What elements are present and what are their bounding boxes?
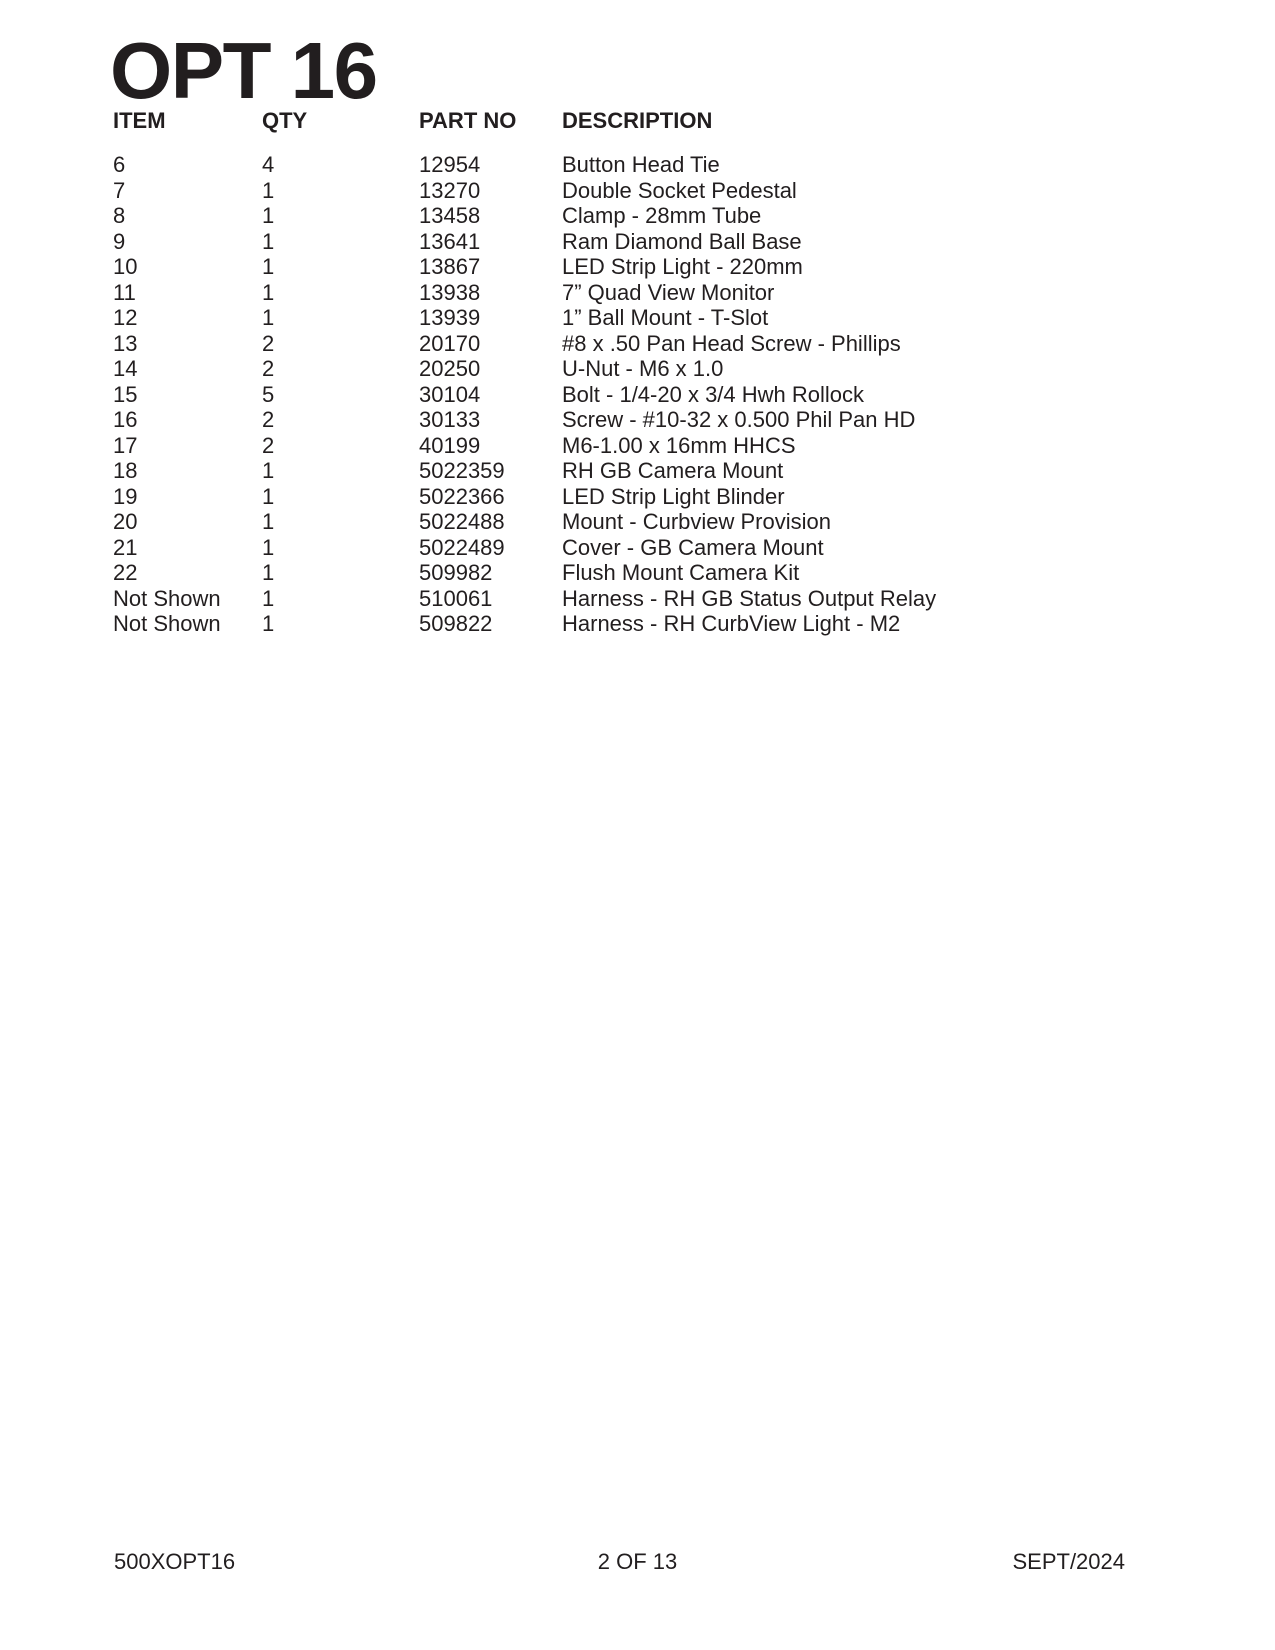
cell-part-no: 509982 [419,560,493,585]
table-row [0,356,1275,382]
cell-part-no: 13938 [419,279,481,305]
table-row [0,152,1275,178]
table-row [0,203,1275,229]
cell-part-no: 30104 [419,381,481,407]
cell-part-no: 509822 [419,611,493,636]
cell-description: Bolt - 1/4-20 x 3/4 Hwh Rollock [562,381,865,407]
cell-description: LED Strip Light Blinder [562,483,785,509]
cell-description: #8 x .50 Pan Head Screw - Phillips [562,330,901,356]
table-row [0,382,1275,408]
cell-part-no: 5022489 [419,534,505,560]
cell-part-no: 20170 [419,330,481,356]
cell-item: 19 [113,483,138,509]
cell-qty: 1 [262,560,275,585]
table-row [0,484,1275,510]
cell-item: 18 [113,458,138,483]
table-header-row [0,110,1275,136]
cell-description: 1” Ball Mount - T-Slot [562,305,769,330]
cell-description: Button Head Tie [562,152,720,177]
cell-qty: 1 [262,254,275,279]
table-row [0,560,1275,586]
table-row [0,229,1275,255]
cell-description: LED Strip Light - 220mm [562,254,803,279]
column-header-description: DESCRIPTION [562,108,713,133]
cell-item: 13 [113,330,138,356]
table-body [0,152,1275,637]
cell-part-no: 5022366 [419,483,505,509]
cell-part-no: 30133 [419,407,481,432]
cell-part-no: 12954 [419,152,481,177]
cell-qty: 1 [262,534,275,560]
cell-part-no: 510061 [419,585,493,611]
cell-description: Cover - GB Camera Mount [562,534,824,560]
column-header-part-no: PART NO [419,108,517,133]
footer-page-number: 2 OF 13 [597,1549,678,1574]
cell-part-no: 13458 [419,203,481,228]
cell-item: 21 [113,534,138,560]
table-row [0,407,1275,433]
table-row [0,280,1275,306]
cell-item: 14 [113,356,138,381]
cell-qty: 2 [262,330,275,356]
cell-qty: 1 [262,228,275,254]
cell-qty: 1 [262,279,275,305]
column-header-qty: QTY [262,108,308,133]
cell-item: 9 [113,228,126,254]
cell-item: 11 [113,279,136,305]
cell-item: 22 [113,560,138,585]
cell-part-no: 13867 [419,254,481,279]
cell-description: Double Socket Pedestal [562,177,797,203]
page-footer [0,1551,1275,1577]
page-title: OPT 16 [110,26,377,115]
cell-qty: 1 [262,203,275,228]
cell-qty: 1 [262,177,275,203]
cell-part-no: 13641 [419,228,481,254]
cell-description: Clamp - 28mm Tube [562,203,762,228]
cell-qty: 5 [262,381,275,407]
cell-item: 12 [113,305,138,330]
cell-description: Screw - #10-32 x 0.500 Phil Pan HD [562,407,916,432]
cell-part-no: 13939 [419,305,481,330]
table-row [0,178,1275,204]
cell-item: 10 [113,254,138,279]
column-header-item: ITEM [113,108,166,133]
cell-qty: 1 [262,585,275,611]
cell-item: 20 [113,509,138,534]
cell-description: Harness - RH CurbView Light - M2 [562,611,901,636]
cell-qty: 1 [262,611,275,636]
cell-qty: 1 [262,305,275,330]
table-row [0,331,1275,357]
cell-item: Not Shown [113,611,221,636]
table-row [0,586,1275,612]
cell-qty: 2 [262,356,275,381]
cell-item: 16 [113,407,138,432]
cell-item: 7 [113,177,126,203]
table-row [0,305,1275,331]
cell-item: 17 [113,432,138,458]
cell-part-no: 5022488 [419,509,505,534]
cell-description: U-Nut - M6 x 1.0 [562,356,724,381]
cell-part-no: 13270 [419,177,481,203]
cell-description: Ram Diamond Ball Base [562,228,802,254]
cell-part-no: 40199 [419,432,481,458]
table-row [0,509,1275,535]
cell-description: Harness - RH GB Status Output Relay [562,585,937,611]
cell-qty: 1 [262,483,275,509]
cell-qty: 4 [262,152,275,177]
cell-part-no: 20250 [419,356,481,381]
footer-doc-code: 500XOPT16 [114,1549,236,1574]
cell-description: Mount - Curbview Provision [562,509,831,534]
table-row [0,611,1275,637]
cell-description: M6-1.00 x 16mm HHCS [562,432,796,458]
cell-qty: 2 [262,432,275,458]
table-row [0,535,1275,561]
cell-description: Flush Mount Camera Kit [562,560,800,585]
footer-date: SEPT/2024 [1012,1549,1125,1574]
cell-qty: 1 [262,458,275,483]
cell-description: 7” Quad View Monitor [562,279,775,305]
table-row [0,433,1275,459]
cell-part-no: 5022359 [419,458,505,483]
cell-qty: 1 [262,509,275,534]
cell-description: RH GB Camera Mount [562,458,784,483]
cell-item: 15 [113,381,138,407]
cell-item: 8 [113,203,126,228]
cell-item: 6 [113,152,126,177]
table-row [0,458,1275,484]
cell-item: Not Shown [113,585,221,611]
cell-qty: 2 [262,407,275,432]
table-row [0,254,1275,280]
